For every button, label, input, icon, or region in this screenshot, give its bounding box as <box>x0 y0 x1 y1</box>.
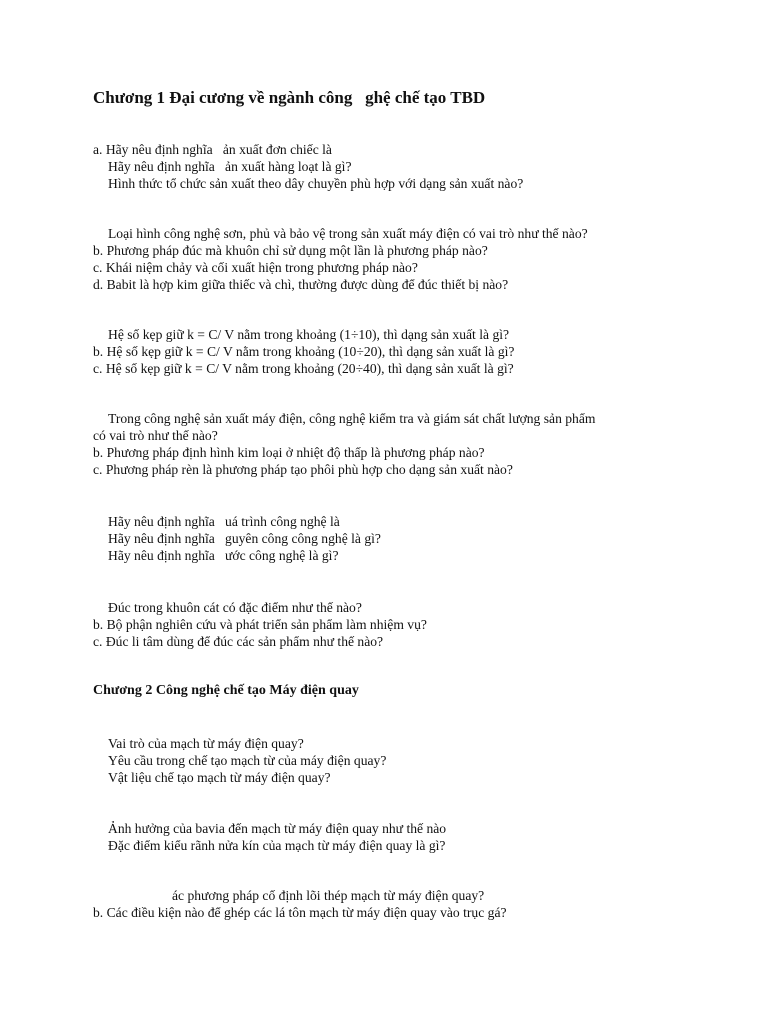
question-line: Hãy nêu định nghĩa guyên công công nghệ là gì? <box>108 531 381 546</box>
question-line: b. Phương pháp định hình kim loại ở nhiệt độ thấp là phương pháp nào? <box>93 445 485 460</box>
question-line: c. Đúc li tâm dùng để đúc các sản phẩm như thế nào? <box>93 634 384 649</box>
question-line: Hãy nêu định nghĩa ước công nghệ là gì? <box>108 548 339 563</box>
question-line: Loại hình công nghệ sơn, phủ và bảo vệ trong sản xuất máy điện có vai trò như thế nào? <box>108 226 588 241</box>
chapter-2-heading: Chương 2 Công nghệ chế tạo Máy điện quay <box>93 683 359 698</box>
question-line: b. Hệ số kẹp giữ k = C/ V nằm trong khoảng (10÷20), thì dạng sản xuất là gì? <box>93 344 515 359</box>
question-line: Hệ số kẹp giữ k = C/ V nằm trong khoảng (1÷10), thì dạng sản xuất là gì? <box>108 327 510 342</box>
question-line: có vai trò như thế nào? <box>93 428 218 443</box>
question-line: c. Phương pháp rèn là phương pháp tạo phôi phù hợp cho dạng sản xuất nào? <box>93 462 513 477</box>
question-line: b. Các điều kiện nào để ghép các lá tôn mạch từ máy điện quay vào trục gá? <box>93 905 507 920</box>
question-line: Hãy nêu định nghĩa ản xuất hàng loạt là gì? <box>108 159 352 174</box>
question-line: Hãy nêu định nghĩa uá trình công nghệ là <box>108 514 340 529</box>
question-line: b. Bộ phận nghiên cứu và phát triển sản phẩm làm nhiệm vụ? <box>93 617 427 632</box>
question-line: b. Phương pháp đúc mà khuôn chỉ sử dụng một lần là phương pháp nào? <box>93 243 488 258</box>
question-line: Đúc trong khuôn cát có đặc điểm như thế nào? <box>108 600 362 615</box>
question-line: Hình thức tổ chức sản xuất theo dây chuyền phù hợp với dạng sản xuất nào? <box>108 176 524 191</box>
question-line: Trong công nghệ sản xuất máy điện, công nghệ kiểm tra và giám sát chất lượng sản phẩm <box>108 411 596 426</box>
question-line: ác phương pháp cố định lõi thép mạch từ máy điện quay? <box>172 888 485 903</box>
question-line: Vật liệu chế tạo mạch từ máy điện quay? <box>108 770 331 785</box>
question-line: c. Hệ số kẹp giữ k = C/ V nằm trong khoảng (20÷40), thì dạng sản xuất là gì? <box>93 361 514 376</box>
question-line: Đặc điểm kiểu rãnh nửa kín của mạch từ máy điện quay là gì? <box>108 838 446 853</box>
question-line: Vai trò của mạch từ máy điện quay? <box>108 736 304 751</box>
chapter-1-heading: Chương 1 Đại cương về ngành công ghệ chế tạo TBD <box>93 88 486 107</box>
question-line: c. Khái niệm chảy và cối xuất hiện trong phương pháp nào? <box>93 260 418 275</box>
question-line: a. Hãy nêu định nghĩa ản xuất đơn chiếc là <box>93 142 332 157</box>
question-line: Ảnh hưởng của bavia đến mạch từ máy điện quay như thế nào <box>108 821 447 836</box>
question-line: d. Babit là hợp kim giữa thiếc và chì, thường được dùng để đúc thiết bị nào? <box>93 277 509 292</box>
question-line: Yêu cầu trong chế tạo mạch từ của máy điện quay? <box>108 753 387 768</box>
